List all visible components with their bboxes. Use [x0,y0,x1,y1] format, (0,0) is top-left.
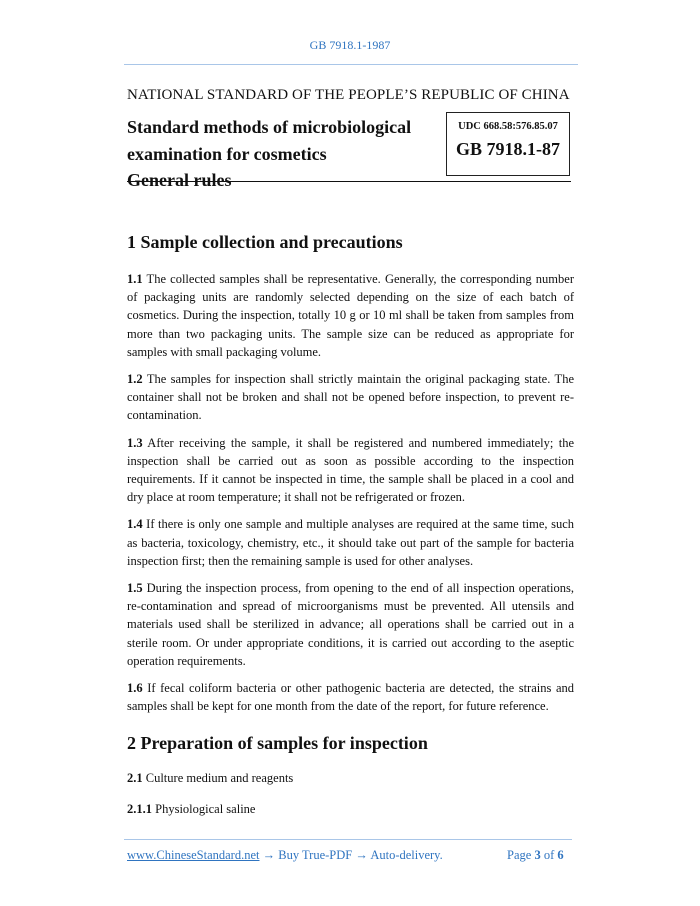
clause-1-3 [127,434,574,507]
footer-links [127,848,443,863]
clause-text: Physiological saline [152,802,256,817]
udc-code: UDC 668.58:576.85.07 [458,121,558,132]
clause-1-1 [127,270,574,361]
gb-code: GB 7918.1-87 [455,139,560,159]
clause-text: During the inspection process, from opening to the end of all inspection operations, re-contamination and spread of microorganisms must be prevented. All utensils and materials used shall be sterilized in advance; all operations shall be carried out in a sterile room. Or under appropriate conditions, it is carried out according to the aseptic operation requirements. [127,581,574,668]
arrow-right-icon: → [352,848,371,862]
national-standard-title: NATIONAL STANDARD OF THE PEOPLE’S REPUBLIC OF CHINA [127,87,570,103]
page-total: 6 [557,848,564,862]
title-line: Standard methods of microbiological [127,117,412,137]
clause-number: 2.1 [127,771,143,786]
auto-delivery-text: Auto-delivery. [370,848,443,862]
clause-number: 1.2 [127,372,143,387]
clause-number: 1.3 [127,435,143,450]
page-label: Page [507,848,535,862]
clause-text: If fecal coliform bacteria or other pathogenic bacteria are detected, the strains and samples shall be kept for one month from the date of the report, for future reference. [127,681,574,714]
page-indicator [507,848,564,863]
buy-pdf-link[interactable]: Buy True-PDF [278,848,353,862]
clause-text: Culture medium and reagents [142,771,294,786]
clause-2-1 [127,769,574,787]
clause-text: After receiving the sample, it shall be registered and numbered immediately; the inspection shall be carried out as soon as possible according to the inspection requirements. If it cannot be inspected in time, the sample shall be placed in a cool and dry place at room temperature; it shall not be refrigerated or frozen. [127,435,574,505]
title-divider [127,181,571,182]
clause-text: If there is only one sample and multiple analyses are required at the same time, such as bacteria, toxicology, chemistry, etc., it should take out part of the sample for bacteria inspection first; then the remaining sample is used for other analyses. [127,517,574,568]
section-2-heading: 2 Preparation of samples for inspection [127,733,428,754]
standard-code-box [446,112,570,176]
clause-number: 1.1 [127,272,143,286]
clause-1-6 [127,679,574,715]
clause-1-5 [127,579,574,670]
clause-text: The collected samples shall be representative. Generally, the corresponding number of packaging units are randomly selected depending on the size of each batch of cosmetics. During the inspection, totally 10 g or 10 ml shall be taken from samples from more than two packaging units. The sample size can be reduced as appropriate for samples with small packaging volume. [127,272,574,359]
clause-number: 1.4 [127,517,143,532]
arrow-right-icon: → [259,848,279,862]
section-1-heading: 1 Sample collection and precautions [127,232,403,252]
page-number: 3 [534,848,541,862]
clause-text: The samples for inspection shall strictly maintain the original packaging state. The container shall not be broken and shall not be opened before inspection, to prevent re-contamination. [127,372,574,423]
footer-divider [124,839,572,840]
of-label: of [540,848,558,862]
document-body [127,230,574,831]
clause-1-4 [127,515,574,570]
header-divider [124,64,578,65]
title-line: General rules [127,170,232,190]
running-header: GB 7918.1-1987 [309,38,391,52]
clause-number: 2.1.1 [127,802,152,817]
clause-1-2 [127,370,574,425]
clause-2-1-1 [127,800,574,818]
clause-number: 1.6 [127,681,143,696]
site-link[interactable]: www.ChineseStandard.net [127,848,260,862]
clause-number: 1.5 [127,581,143,596]
title-line: examination for cosmetics [127,143,327,164]
